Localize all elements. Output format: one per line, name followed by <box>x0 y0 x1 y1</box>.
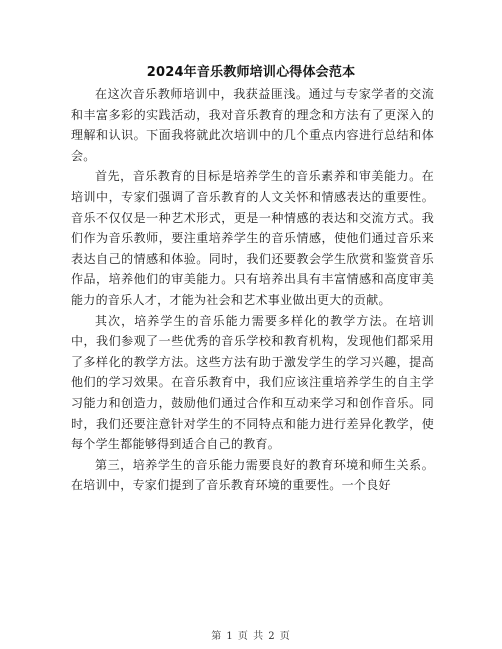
paragraph-2: 首先，音乐教育的目标是培养学生的音乐素养和审美能力。在培训中，专家们强调了音乐教育的人文关怀和情感表达的重要性。音乐不仅仅是一种艺术形式，更是一种情感的表达和交流方式。我们作为音乐教师，要注重培养学生的音乐情感，使他们通过音乐来表达自己的情感和体验。同时，我们还要教会学生欣赏和鉴赏音乐作品，培养他们的审美能力。只有培养出具有丰富情感和高度审美能力的音乐人才，才能为社会和艺术事业做出更大的贡献。 <box>71 169 434 307</box>
paragraph-4: 第三，培养学生的音乐能力需要良好的教育环境和师生关系。在培训中，专家们提到了音乐教育环境的重要性。一个良好 <box>71 457 434 493</box>
document-title: 2024年音乐教师培训心得体会范本 <box>146 65 356 80</box>
document-body <box>71 84 434 496</box>
page-footer: 第 1 页 共 2 页 <box>211 631 291 642</box>
paragraph-1: 在这次音乐教师培训中，我获益匪浅。通过与专家学者的交流和丰富多彩的实践活动，我对音乐教育的理念和方法有了更深入的理解和认识。下面我将就此次培训中的几个重点内容进行总结和体会。 <box>71 87 434 163</box>
paragraph-3: 其次，培养学生的音乐能力需要多样化的教学方法。在培训中，我们参观了一些优秀的音乐学校和教育机构，发现他们都采用了多样化的教学方法。这些方法有助于激发学生的学习兴趣，提高他们的学习效果。在音乐教育中，我们应该注重培养学生的自主学习能力和创造力，鼓励他们通过合作和互动来学习和创作音乐。同时，我们还要注意针对学生的不同特点和能力进行差异化教学，使每个学生都能够得到适合自己的教育。 <box>71 313 434 452</box>
